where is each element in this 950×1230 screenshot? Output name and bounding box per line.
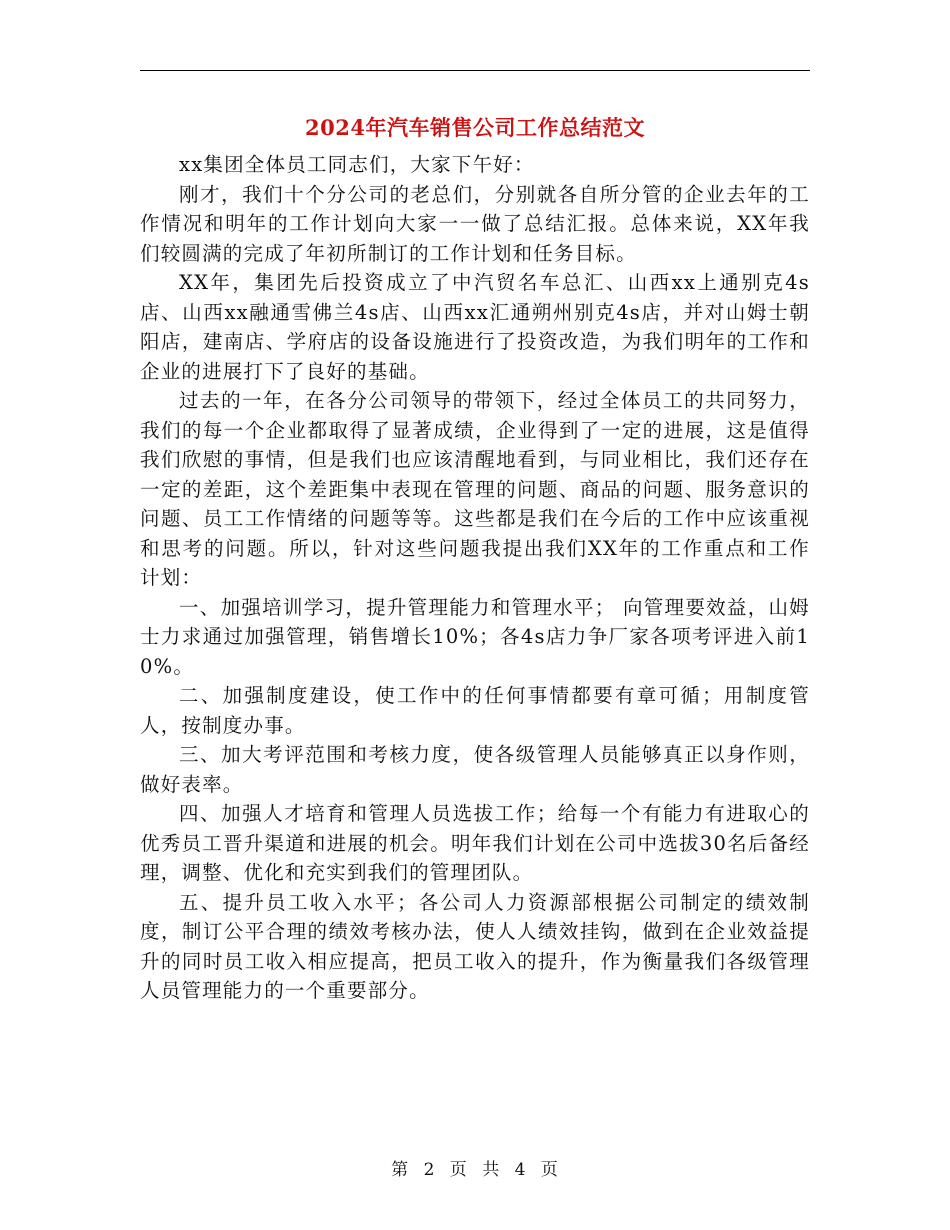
paragraph-plan-3: 三、加大考评范围和考核力度，使各级管理人员能够真正以身作则，做好表率。 [140, 743, 810, 796]
paragraph-plan-1: 一、加强培训学习，提升管理能力和管理水平； 向管理要效益，山姆士力求通过加强管理，销售增长10%；各4s店力争厂家各项考评进入前10%。 [140, 595, 810, 678]
footer-total-word: 共 [482, 1160, 501, 1180]
paragraph-plan-5: 五、提升员工收入水平；各公司人力资源部根据公司制定的绩效制度，制订公平合理的绩效考核办法，使人人绩效挂钩，做到在企业效益提升的同时员工收入相应提高，把员工收入的提升，作为衡量我们各级管理人员管理能力的一个重要部分。 [140, 890, 810, 1002]
footer-mid: 页 [449, 1160, 468, 1180]
paragraph-plan-4: 四、加强人才培育和管理人员选拔工作；给每一个有能力有进取心的优秀员工晋升渠道和进展的机会。明年我们计划在公司中选拔30名后备经理，调整、优化和充实到我们的管理团队。 [140, 802, 810, 884]
paragraph-plan-2: 二、加强制度建设，使工作中的任何事情都要有章可循；用制度管人，按制度办事。 [140, 684, 810, 737]
paragraph-investment: XX年，集团先后投资成立了中汽贸名车总汇、山西xx上通别克4s店、山西xx融通雪佛兰4s店、山西xx汇通朔州别克4s店，并对山姆士朝阳店，建南店、学府店的设备设施进行了投资改造，为我们明年的工作和企业的进展打下了良好的基础。 [140, 271, 810, 383]
footer-suffix: 页 [540, 1160, 559, 1180]
page-footer [0, 1155, 950, 1180]
paragraph-greeting: xx集团全体员工同志们，大家下午好： [179, 153, 535, 176]
document-body [140, 150, 810, 1006]
footer-prefix: 第 [391, 1160, 410, 1180]
document-title: 2024年汽车销售公司工作总结范文 [305, 115, 645, 140]
paragraph-review: 过去的一年，在各分公司领导的带领下，经过全体员工的共同努力，我们的每一个企业都取得了显著成绩，企业得到了一定的进展，这是值得我们欣慰的事情，但是我们也应该清醒地看到，与同业相比，我们还存在一定的差距，这个差距集中表现在管理的问题、商品的问题、服务意识的问题、员工工作情绪的问题等等。这些都是我们在今后的工作中应该重视和思考的问题。所以，针对这些问题我提出我们XX年的工作重点和工作计划： [140, 389, 810, 589]
header-rule [140, 70, 810, 71]
footer-page-current: 2 [423, 1160, 436, 1180]
paragraph-summary: 刚才，我们十个分公司的老总们，分别就各自所分管的企业去年的工作情况和明年的工作计划向大家一一做了总结汇报。总体来说，XX年我们较圆满的完成了年初所制订的工作计划和任务目标。 [140, 182, 810, 265]
footer-page-total: 4 [514, 1160, 527, 1180]
